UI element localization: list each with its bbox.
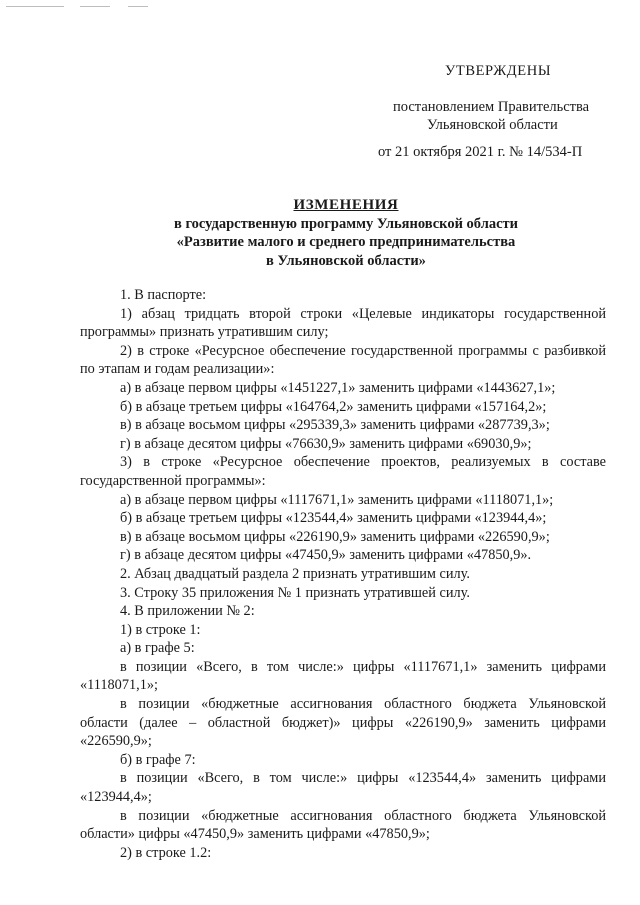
paragraph: а) в абзаце первом цифры «1451227,1» заменить цифрами «1443627,1»; bbox=[120, 379, 556, 396]
paragraph: г) в абзаце десятом цифры «76630,9» заменить цифрами «69030,9»; bbox=[120, 435, 532, 452]
heading-line: «Развитие малого и среднего предпринимательства bbox=[176, 234, 516, 251]
approval-line: постановлением Правительства bbox=[393, 99, 590, 115]
scan-artifact-line bbox=[80, 6, 110, 7]
heading-line: в государственную программу Ульяновской области bbox=[173, 215, 518, 232]
paragraph: в позиции «Всего, в том числе:» цифры «1117671,1» заменить цифрами «1118071,1»; bbox=[80, 658, 606, 694]
document-heading bbox=[80, 196, 612, 270]
heading-line: в Ульяновской области» bbox=[266, 252, 426, 269]
paragraph: г) в абзаце десятом цифры «47450,9» заменить цифрами «47850,9». bbox=[120, 547, 532, 564]
scan-artifact-line bbox=[128, 6, 148, 7]
paragraph: б) в абзаце третьем цифры «164764,2» заменить цифрами «157164,2»; bbox=[120, 398, 547, 415]
paragraph: в позиции «бюджетные ассигнования областного бюджета Ульяновской области» цифры «47450,9» заменить цифрами «47850,9»; bbox=[80, 807, 606, 843]
heading-title: ИЗМЕНЕНИЯ bbox=[293, 197, 399, 213]
paragraph: 1) абзац тридцать второй строки «Целевые индикаторы государственной программы» признать утратившим силу; bbox=[80, 305, 606, 341]
paragraph: б) в графе 7: bbox=[120, 751, 196, 768]
paragraph: 4. В приложении № 2: bbox=[120, 603, 255, 620]
paragraph: 3. Строку 35 приложения № 1 признать утратившей силу. bbox=[120, 584, 470, 601]
paragraph: б) в абзаце третьем цифры «123544,4» заменить цифрами «123944,4»; bbox=[120, 510, 547, 527]
paragraph: 2. Абзац двадцатый раздела 2 признать утратившим силу. bbox=[120, 565, 470, 582]
paragraph: в позиции «Всего, в том числе:» цифры «123544,4» заменить цифрами «123944,4»; bbox=[80, 770, 606, 806]
document-body bbox=[80, 286, 606, 862]
paragraph: в позиции «бюджетные ассигнования областного бюджета Ульяновской области (далее – областной бюджет)» цифры «226190,9» заменить цифрами «226590,9»; bbox=[80, 696, 606, 750]
approval-title: УТВЕРЖДЕНЫ bbox=[445, 63, 552, 79]
paragraph: а) в абзаце первом цифры «1117671,1» заменить цифрами «1118071,1»; bbox=[120, 491, 554, 508]
paragraph: 2) в строке 1.2: bbox=[120, 844, 212, 861]
paragraph: а) в графе 5: bbox=[120, 640, 195, 657]
paragraph: в) в абзаце восьмом цифры «226190,9» заменить цифрами «226590,9»; bbox=[120, 528, 550, 545]
paragraph: 1. В паспорте: bbox=[120, 287, 207, 303]
approval-line: Ульяновской области bbox=[427, 117, 558, 133]
paragraph: в) в абзаце восьмом цифры «295339,3» заменить цифрами «287739,3»; bbox=[120, 417, 550, 434]
paragraph: 2) в строке «Ресурсное обеспечение государственной программы с разбивкой по этапам и годам реализации»: bbox=[80, 342, 606, 378]
scan-artifact-line bbox=[6, 6, 64, 7]
approval-date: от 21 октября 2021 г. № 14/534-П bbox=[378, 144, 583, 160]
paragraph: 1) в строке 1: bbox=[120, 621, 201, 638]
paragraph: 3) в строке «Ресурсное обеспечение проектов, реализуемых в составе государственной программы»: bbox=[80, 454, 606, 489]
